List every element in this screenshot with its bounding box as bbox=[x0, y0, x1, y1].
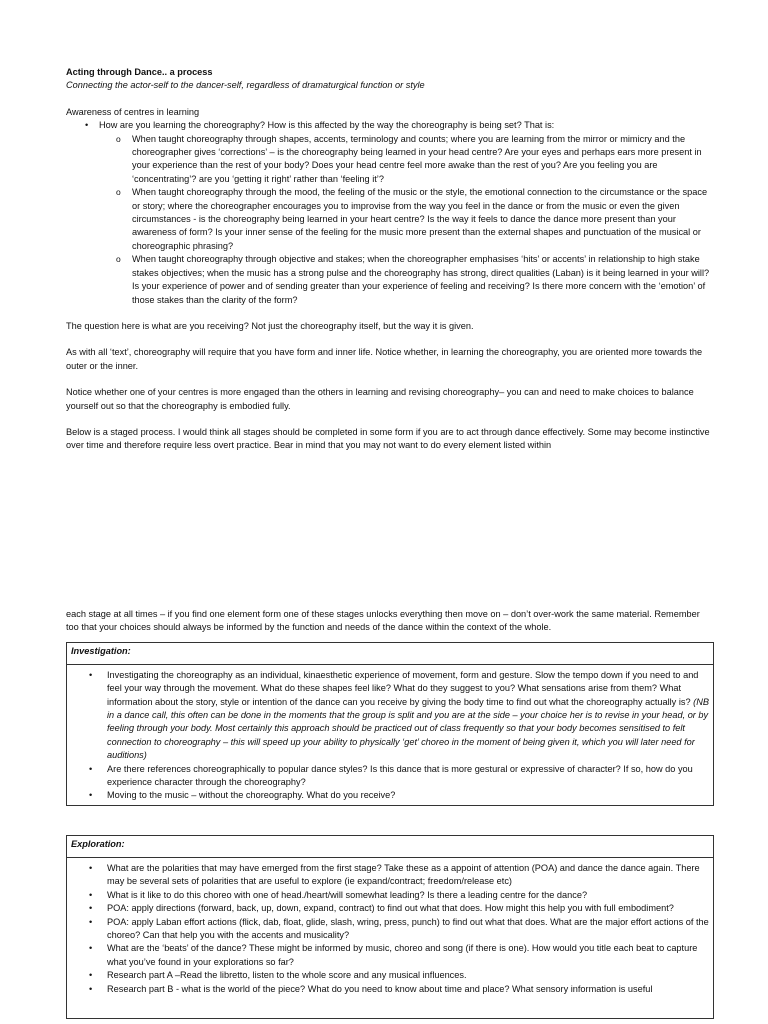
investigation-heading: Investigation: bbox=[67, 643, 713, 665]
paragraph: Below is a staged process. I would think all stages should be completed in some form if you are to act through dance effectively. Some may become instinctive over time and therefore require less overt practice. Bear in mind that you may not want to do every element listed within bbox=[66, 426, 710, 451]
list-item: • Research part B - what is the world of the piece? What do you need to know about time and place? What sensory information is useful bbox=[107, 983, 709, 996]
list-item: • How are you learning the choreography? How is this affected by the way the choreography is being set? That is: o When taught choreography through shapes, accents, terminology and counts; where you are learning from the mirror or mimicry and the choreographer gives ‘corrections’ – is the choreography being learned in your head centre? Are your eyes and perhaps ears more present in your experience than the rest of your body? Does your head centre feel more awake than the rest of you? Are you feeling you are ‘concentrating’? are you ‘getting it right’ rather than ‘feeling it’? o When taught choreography through the mood, the feeling of the music or the style, the emotional connection to the circumstance or the space or story; where the choreographer encourages you to improvise from the way you feel in the dance or from the music or even the given circumstances - is the choreography being learned in your heart centre? Is the way it feels to dance the dance more present than your awareness of form? Is your inner sense of the feeling for the music more present than the external shapes and punctuation of the musical or choreographic phrasing? o When taught choreography through objective and stakes; when the choreographer emphasises ‘hits’ or accents’ in relationship to high stake stakes objectives; when the music has a strong pulse and the choreography has strong, direct qualities (Laban) is it being learned in your will? Is your experience of power and of sending greater than your experience of feeling and receiving? Is there more concern with the ‘emotion’ of those stakes than the clarity of the form? bbox=[99, 119, 714, 307]
paragraph: As with all ‘text’, choreography will require that you have form and inner life. Notice whether, in learning the choreography, you are oriented more towards the outer or the inner. bbox=[66, 347, 703, 371]
document-title: Acting through Dance.. a process bbox=[66, 67, 213, 77]
paragraph: each stage at all times – if you find one element form one of these stages unlocks everything then move on – don’t over-work the same material. Remember too that your choices should always be informed by the function and needs of the dance within the context of the whole. bbox=[66, 609, 700, 633]
list-item: • POA: apply directions (forward, back, up, down, expand, contract) to find out what that does. How might this help you with full embodiment? bbox=[107, 902, 709, 915]
investigation-box bbox=[66, 642, 714, 806]
centres-sublist bbox=[99, 133, 714, 307]
awareness-list bbox=[66, 119, 714, 307]
exploration-box bbox=[66, 835, 714, 1019]
investigation-list bbox=[71, 669, 709, 803]
list-item: • Research part A –Read the libretto, listen to the whole score and any musical influences. bbox=[107, 969, 709, 982]
list-item: • POA: apply Laban effort actions (flick, dab, float, glide, slash, wring, press, punch) to find out what that does. What are the major effort actions of the choreo? Can that help you with the accents and musicality? bbox=[107, 916, 709, 943]
exploration-list bbox=[71, 862, 709, 996]
exploration-heading: Exploration: bbox=[67, 836, 713, 858]
list-item: • Investigating the choreography as an individual, kinaesthetic experience of movement, form and gesture. Slow the tempo down if you need to and feel your way through the movement. What do these shapes feel like? What do they suggest to you? What sensations arise from them? What information about the story, style or intention of the dance can you receive by giving the body time to find out what the choreography actually is? (NB in a dance call, this often can be done in the moments that the group is split and you are at the side – your choice her is to revise in your head, or by feeling through your body. Most certainly this approach should be practiced out of class frequently so that your body becomes sensitised to felt connection to choreography – this will speed up your ability to physically ‘get’ choreo in the moment of being given it, which you will later need for auditions) bbox=[107, 669, 709, 763]
paragraph: Notice whether one of your centres is more engaged than the others in learning and revising choreography– you can and need to make choices to balance yourself out so that the choreography is embodied fully. bbox=[66, 387, 694, 411]
list-item: • What are the ‘beats’ of the dance? These might be informed by music, choreo and song (if there is one). How would you title each beat to capture what you’ve found in your explorations so far? bbox=[107, 942, 709, 969]
list-item: o When taught choreography through shapes, accents, terminology and counts; where you are learning from the mirror or mimicry and the choreographer gives ‘corrections’ – is the choreography being learned in your head centre? Are your eyes and perhaps ears more present in your experience than the rest of your body? Does your head centre feel more awake than the rest of you? Are you feeling you are ‘concentrating’? are you ‘getting it right’ rather than ‘feeling it’? bbox=[132, 133, 714, 187]
list-item: • What is it like to do this choreo with one of head./heart/will somewhat leading? Is there a leading centre for the dance? bbox=[107, 889, 709, 902]
list-item: • What are the polarities that may have emerged from the first stage? Take these as a appoint of attention (POA) and dance the dance again. There may be several sets of polarities that are useful to explore (ie expand/contract; freedom/release etc) bbox=[107, 862, 709, 889]
list-item: • Are there references choreographically to popular dance styles? Is this dance that is more gestural or expressive of character? If so, how do you experience character through the choreography? bbox=[107, 763, 709, 790]
investigation-body bbox=[67, 665, 713, 805]
awareness-heading: Awareness of centres in learning bbox=[66, 106, 200, 117]
paragraph: The question here is what are you receiving? Not just the choreography itself, but the way it is given. bbox=[66, 320, 474, 331]
list-item: o When taught choreography through objective and stakes; when the choreographer emphasises ‘hits’ or accents’ in relationship to high stake stakes objectives; when the music has a strong pulse and the choreography has strong, direct qualities (Laban) is it being learned in your will? Is your experience of power and of sending greater than your experience of feeling and receiving? Is there more concern with the ‘emotion’ of those stakes than the clarity of the form? bbox=[132, 253, 714, 307]
document-subtitle: Connecting the actor-self to the dancer-self, regardless of dramaturgical function or style bbox=[66, 80, 425, 91]
list-item: • Moving to the music – without the choreography. What do you receive? bbox=[107, 789, 709, 802]
document-lower bbox=[66, 608, 714, 1019]
list-item: o When taught choreography through the mood, the feeling of the music or the style, the emotional connection to the circumstance or the space or story; where the choreographer encourages you to improvise from the way you feel in the dance or from the music or even the given circumstances - is the choreography being learned in your heart centre? Is the way it feels to dance the dance more present than your awareness of form? Is your inner sense of the feeling for the music more present than the external shapes and punctuation of the musical or choreographic phrasing? bbox=[132, 186, 714, 253]
document-upper bbox=[66, 66, 714, 453]
exploration-body bbox=[67, 858, 713, 1018]
